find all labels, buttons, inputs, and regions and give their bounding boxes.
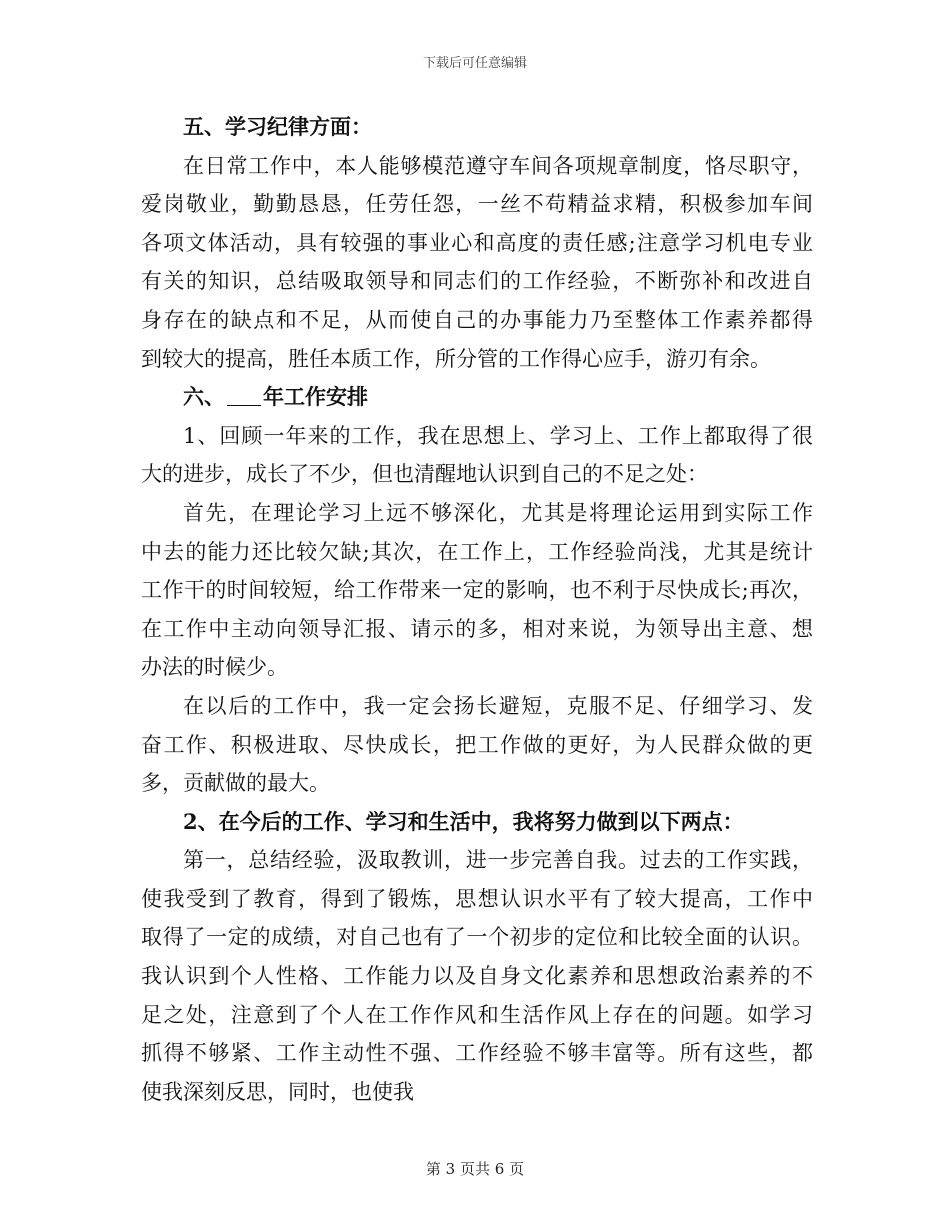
paragraph-line: 第一，总结经验，汲取教训，进一步完善自我。过去的工作实践， (183, 848, 813, 873)
paragraph-line: 办法的时候少。 (141, 655, 288, 680)
paragraph-line: 在日常工作中，本人能够模范遵守车间各项规章制度，恪尽职守， (183, 153, 813, 178)
paragraph-line: 使我受到了教育，得到了锻炼，思想认识水平有了较大提高，工作中 (141, 886, 813, 911)
paragraph-line: 有关的知识，总结吸取领导和同志们的工作经验，不断弥补和改进自 (141, 269, 813, 294)
paragraph-line: 使我深刻反思，同时，也使我 (141, 1079, 414, 1104)
document-body (141, 108, 813, 1111)
paragraph-line: 我认识到个人性格、工作能力以及自身文化素养和思想政治素养的不 (141, 964, 813, 989)
paragraph-line: 中去的能力还比较欠缺;其次，在工作上，工作经验尚浅，尤其是统计 (141, 539, 813, 564)
paragraph-line: 首先，在理论学习上远不够深化，尤其是将理论运用到实际工作 (183, 500, 813, 525)
subsection-heading-2: 2、在今后的工作、学习和生活中，我将努力做到以下两点： (183, 808, 744, 834)
paragraph-line: 各项文体活动，具有较强的事业心和高度的责任感;注意学习机电专业 (141, 230, 813, 255)
blank-underline (227, 383, 261, 406)
paragraph-line: 在以后的工作中，我一定会扬长避短，克服不足、仔细学习、发 (183, 693, 813, 718)
paragraph-line: 取得了一定的成绩，对自己也有了一个初步的定位和比较全面的认识。 (141, 925, 813, 950)
section-heading-5: 五、学习纪律方面： (183, 114, 372, 139)
page-header: 下载后可任意编辑 (422, 56, 527, 71)
paragraph-line: 大的进步，成长了不少，但也清醒地认识到自己的不足之处： (141, 462, 708, 487)
paragraph-line: 抓得不够紧、工作主动性不强、工作经验不够丰富等。所有这些，都 (141, 1041, 813, 1066)
paragraph-line: 奋工作、积极进取、尽快成长，把工作做的更好，为人民群众做的更 (141, 732, 813, 757)
page-number: 第 3 页共 6 页 (425, 1160, 525, 1178)
heading-suffix: 年工作安排 (263, 384, 368, 410)
paragraph-line: 爱岗敬业，勤勤恳恳，任劳任怨，一丝不苟精益求精，积极参加车间 (141, 192, 813, 217)
paragraph-line: 到较大的提高，胜任本质工作，所分管的工作得心应手，游刃有余。 (141, 346, 771, 371)
paragraph-line: 1、回顾一年来的工作，我在思想上、学习上、工作上都取得了很 (183, 423, 813, 448)
paragraph-line: 身存在的缺点和不足，从而使自己的办事能力乃至整体工作素养都得 (141, 307, 813, 332)
paragraph-line: 在工作中主动向领导汇报、请示的多，相对来说，为领导出主意、想 (141, 616, 813, 641)
paragraph-line: 多，贡献做的最大。 (141, 771, 330, 796)
paragraph-line: 足之处，注意到了个人在工作作风和生活作风上存在的问题。如学习 (141, 1002, 813, 1027)
paragraph-line: 工作干的时间较短，给工作带来一定的影响，也不利于尽快成长;再次， (141, 578, 813, 603)
section-heading-6 (141, 378, 813, 417)
heading-prefix: 六、 (183, 384, 225, 410)
